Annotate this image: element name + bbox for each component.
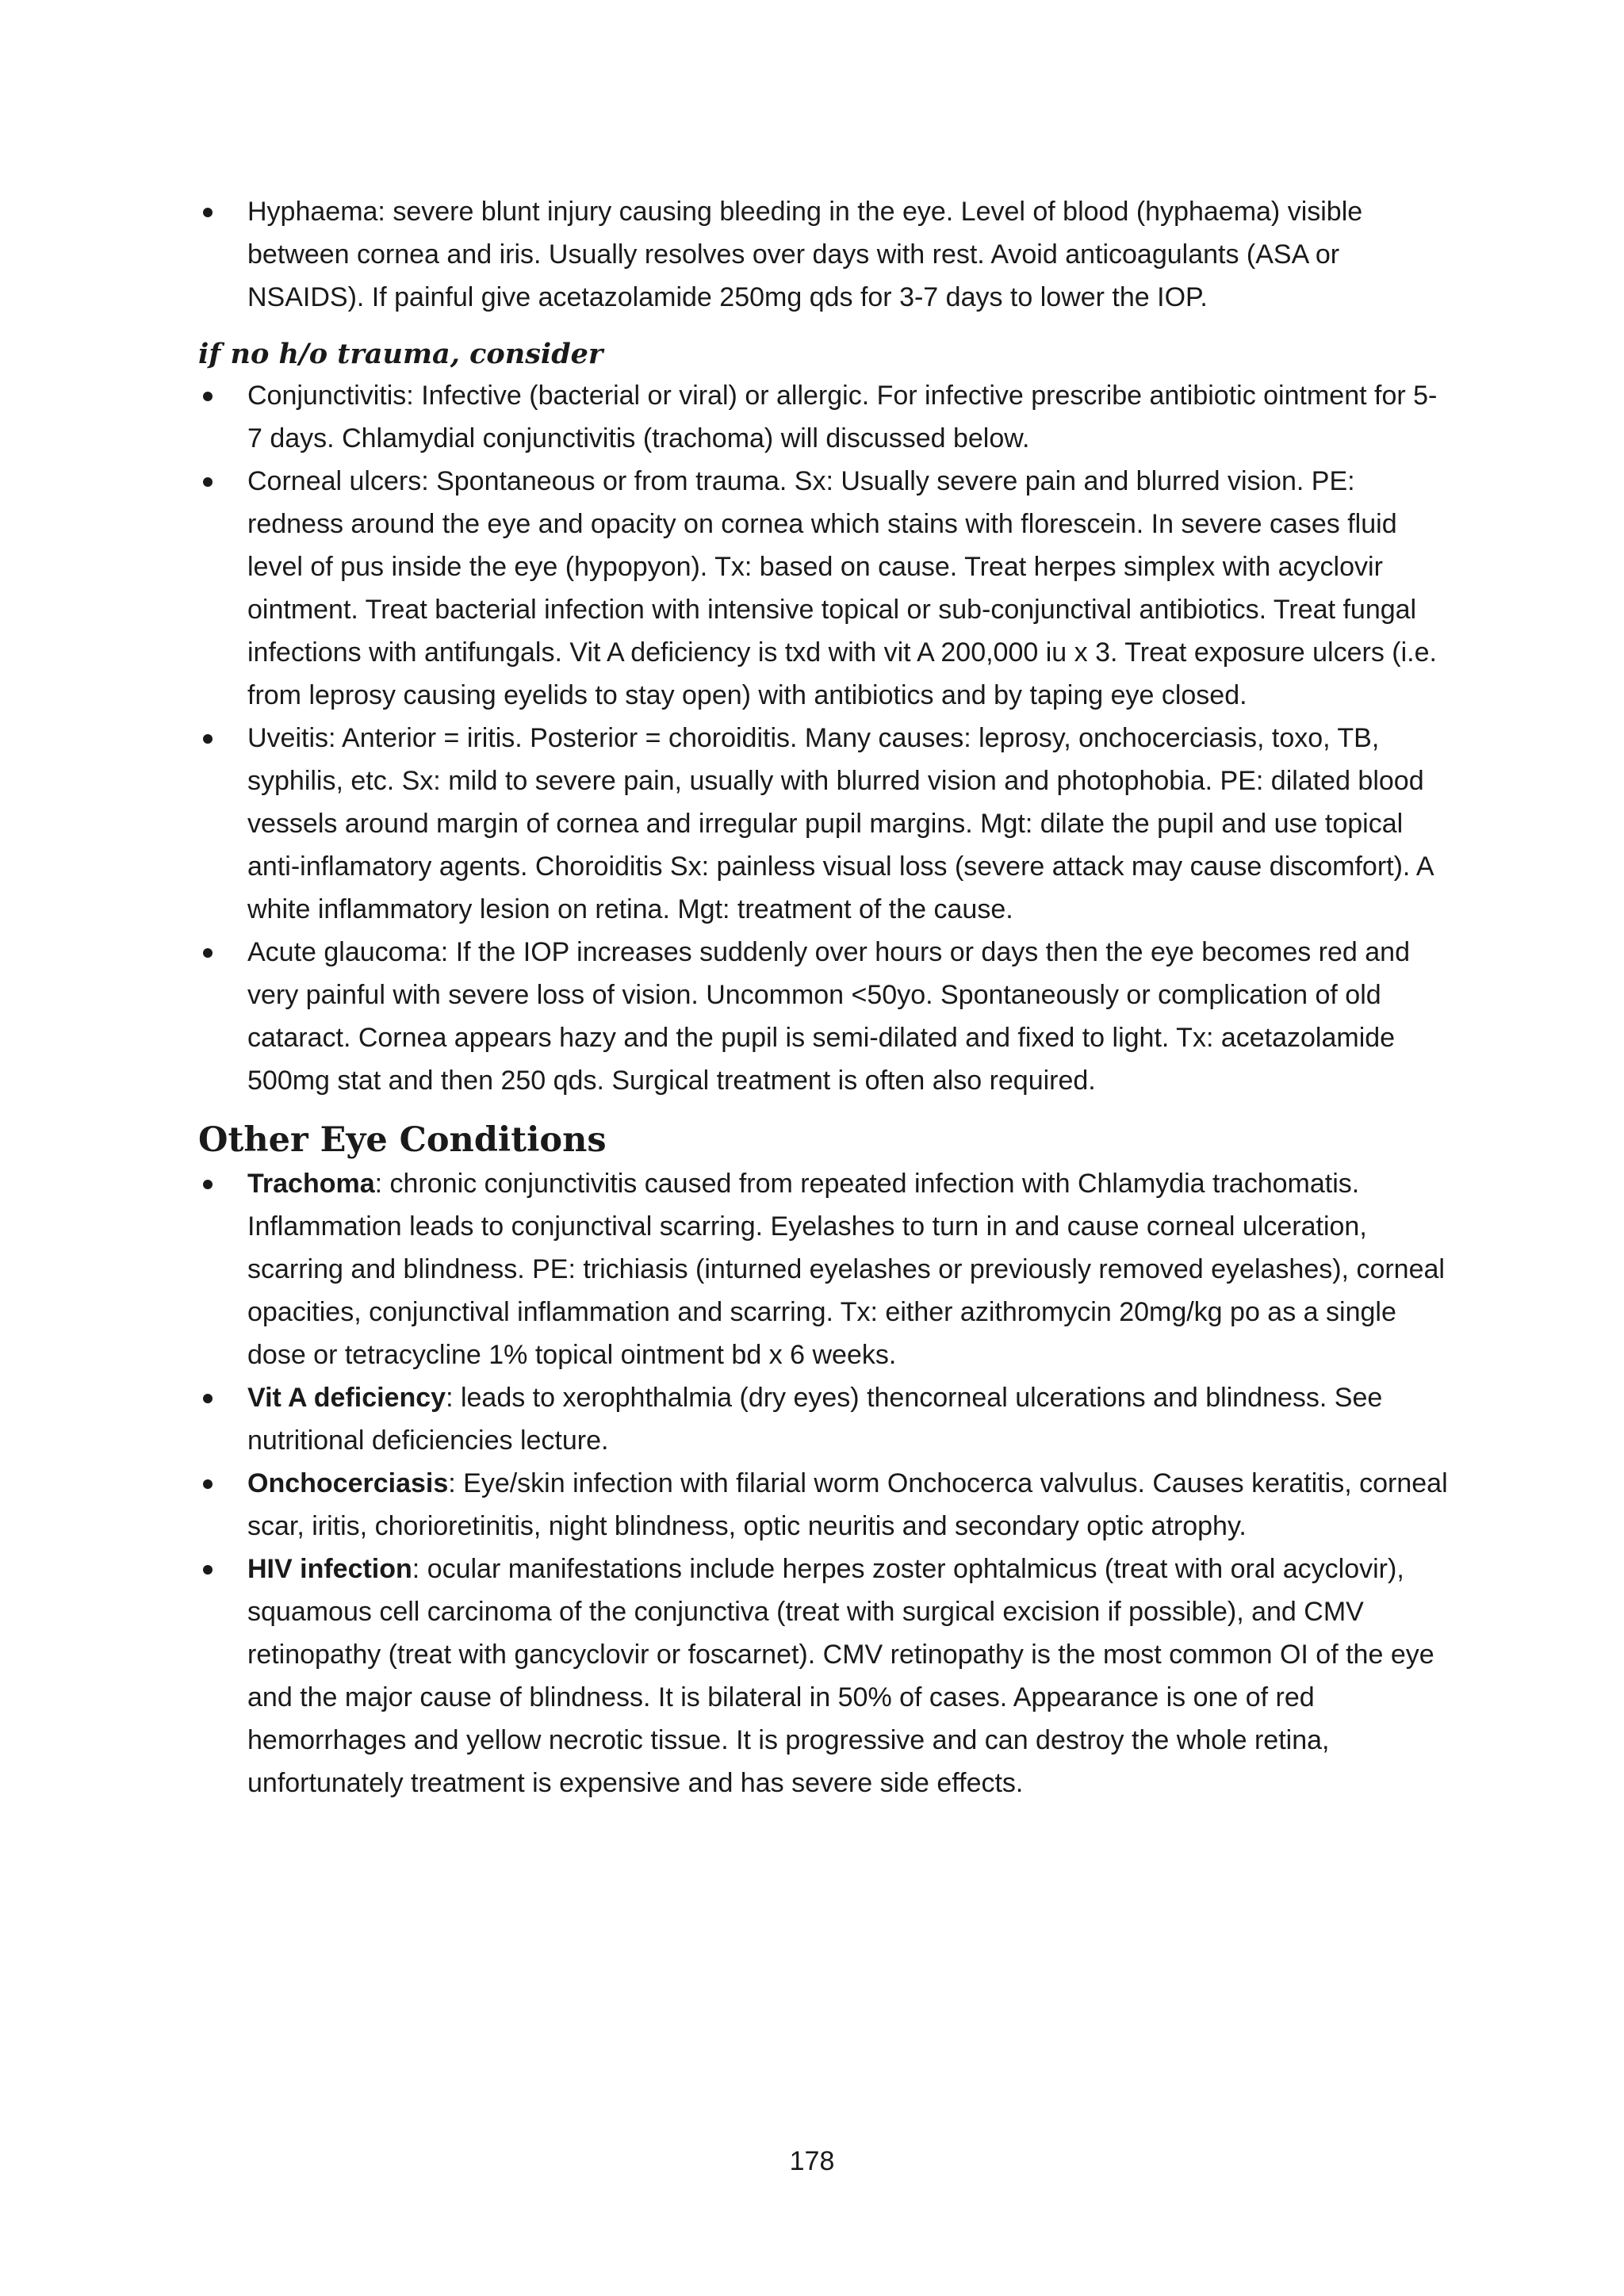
list-item-acute-glaucoma: Acute glaucoma: If the IOP increases suddenly over hours or days then the eye becomes red and very painful with severe loss of vision. Uncommon <50yo. Spontaneously or complication of old cataract. Cornea appears hazy and the pupil is semi-dilated and fixed to light. Tx: acetazolamide 500mg stat and then 250 qds. Surgical treatment is often also required. xyxy=(198,931,1451,1102)
page-content xyxy=(198,190,1451,1804)
term-label: Onchocerciasis xyxy=(247,1468,449,1498)
term-label: Vit A deficiency xyxy=(247,1383,446,1413)
hyphaema-list xyxy=(198,190,1451,319)
list-item-corneal-ulcers: Corneal ulcers: Spontaneous or from trauma. Sx: Usually severe pain and blurred vision. PE: redness around the eye and opacity on cornea which stains with florescein. In severe cases fluid level of pus inside the eye (hypopyon). Tx: based on cause. Treat herpes simplex with acyclovir ointment. Treat bacterial infection with intensive topical or sub-conjunctival antibiotics. Treat fungal infections with antifungals. Vit A deficiency is txd with vit A 200,000 iu x 3. Treat exposure ulcers (i.e. from leprosy causing eyelids to stay open) with antibiotics and by taping eye closed. xyxy=(198,460,1451,717)
list-item-trachoma xyxy=(198,1162,1451,1376)
other-conditions-list xyxy=(198,1162,1451,1804)
no-trauma-list xyxy=(198,374,1451,1102)
list-item-hyphaema: Hyphaema: severe blunt injury causing bleeding in the eye. Level of blood (hyphaema) visible between cornea and iris. Usually resolves over days with rest. Avoid anticoagulants (ASA or NSAIDS). If painful give acetazolamide 250mg qds for 3-7 days to lower the IOP. xyxy=(198,190,1451,319)
term-label: HIV infection xyxy=(247,1554,412,1584)
term-description: : Eye/skin infection with filarial worm Onchocerca valvulus. Causes keratitis, corneal scar, iritis, chorioretinitis, night blindness, optic neuritis and secondary optic atrophy. xyxy=(247,1468,1448,1541)
subheading-no-trauma: if no h/o trauma, consider xyxy=(198,338,603,370)
list-item-uveitis: Uveitis: Anterior = iritis. Posterior = choroiditis. Many causes: leprosy, onchocerciasis, toxo, TB, syphilis, etc. Sx: mild to severe pain, usually with blurred vision and photophobia. PE: dilated blood vessels around margin of cornea and irregular pupil margins. Mgt: dilate the pupil and use topical anti-inflamatory agents. Choroiditis Sx: painless visual loss (severe attack may cause discomfort). A white inflammatory lesion on retina. Mgt: treatment of the cause. xyxy=(198,717,1451,931)
term-description: : leads to xerophthalmia (dry eyes) thencorneal ulcerations and blindness. See nutritional deficiencies lecture. xyxy=(247,1383,1383,1456)
section-heading-other-eye-conditions: Other Eye Conditions xyxy=(198,1120,607,1160)
term-description: : chronic conjunctivitis caused from repeated infection with Chlamydia trachomatis. Inflammation leads to conjunctival scarring. Eyelashes to turn in and cause corneal ulceration, scarring and blindness. PE: trichiasis (inturned eyelashes or previously removed eyelashes), corneal opacities, conjunctival inflammation and scarring. Tx: either azithromycin 20mg/kg po as a single dose or tetracycline 1% topical ointment bd x 6 weeks. xyxy=(247,1169,1445,1370)
term-description: : ocular manifestations include herpes zoster ophtalmicus (treat with oral acyclovir), squamous cell carcinoma of the conjunctiva (treat with surgical excision if possible), and CMV retinopathy (treat with gancyclovir or foscarnet). CMV retinopathy is the most common OI of the eye and the major cause of blindness. It is bilateral in 50% of cases. Appearance is one of red hemorrhages and yellow necrotic tissue. It is progressive and can destroy the whole retina, unfortunately treatment is expensive and has severe side effects. xyxy=(247,1554,1434,1798)
list-item-onchocerciasis xyxy=(198,1462,1451,1548)
list-item-conjunctivitis: Conjunctivitis: Infective (bacterial or viral) or allergic. For infective prescribe antibiotic ointment for 5-7 days. Chlamydial conjunctivitis (trachoma) will discussed below. xyxy=(198,374,1451,460)
list-item-vit-a-deficiency xyxy=(198,1376,1451,1462)
page-number: 178 xyxy=(789,2146,835,2176)
term-label: Trachoma xyxy=(247,1169,375,1199)
list-item-hiv-infection xyxy=(198,1548,1451,1804)
